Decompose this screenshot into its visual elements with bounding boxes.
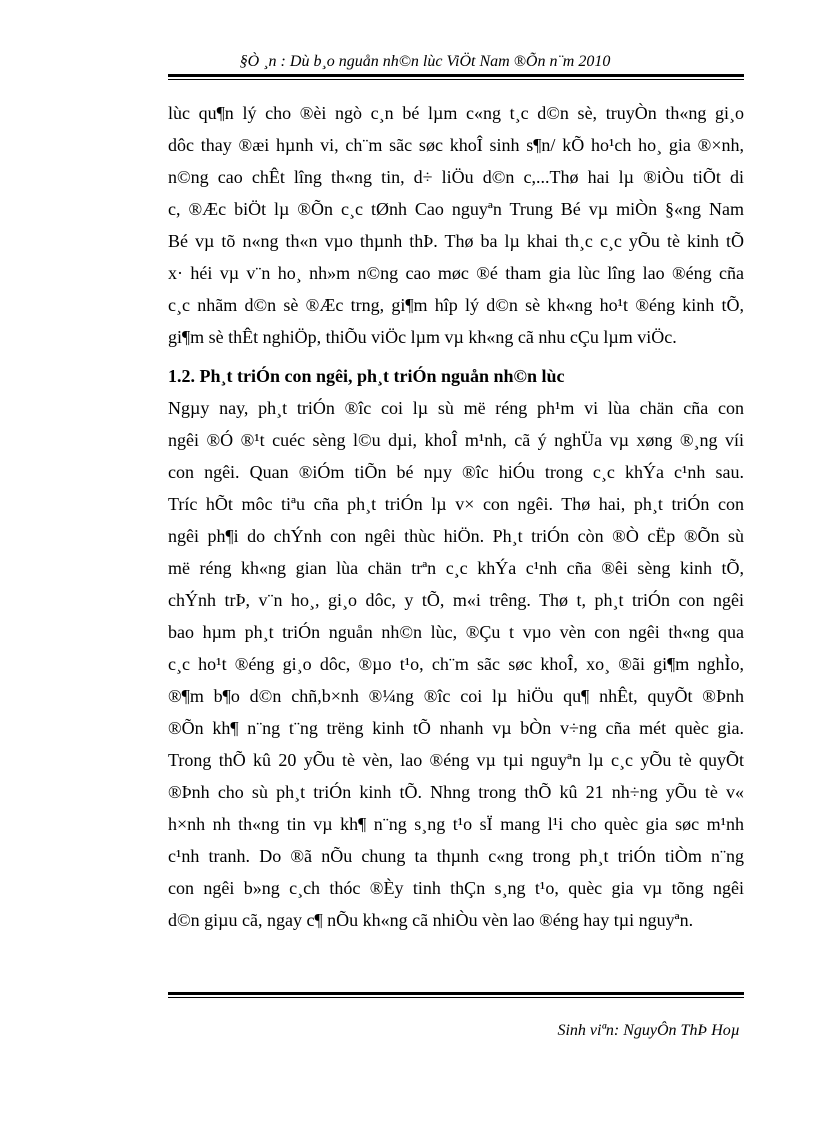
- page-footer-author: Sinh viªn: NguyÔn ThÞ Hoµ: [557, 1022, 740, 1039]
- paragraph-line: dôc thay ®æi hµnh vi, ch¨m sãc søc khoÎ sinh s¶n/ kÕ ho¹ch ho¸ gia ®×nh,: [168, 135, 744, 155]
- paragraph-line: c, ®Æc biÖt lµ ®Õn c¸c tØnh Cao nguyªn Trung Bé vµ miÒn §«ng Nam: [168, 199, 744, 219]
- paragraph-line: con ngêi. Quan ®iÓm tiÕn bé nµy ®îc hiÓu trong c¸c khÝa c¹nh sau.: [168, 462, 744, 482]
- paragraph-line: h×nh nh th«ng tin vµ kh¶ n¨ng s¸ng t¹o sÏ mang l¹i cho quèc gia søc m¹nh: [168, 814, 744, 834]
- paragraph-line: ®Þnh cho sù ph¸t triÓn kinh tÕ. Nhng trong thÕ kû 21 nh÷ng yÕu tè v«: [168, 782, 744, 802]
- paragraph-line: Ngµy nay, ph¸t triÓn ®îc coi lµ sù më réng ph¹m vi lùa chän cña con: [168, 398, 744, 418]
- footer-rule-thin: [168, 997, 744, 998]
- paragraph-line: më réng kh«ng gian lùa chän trªn c¸c khÝa c¹nh cña ®êi sèng kinh tÕ,: [168, 558, 744, 578]
- paragraph-line: x· héi vµ v¨n ho¸ nh»m n©ng cao møc ®é tham gia lùc lîng lao ®éng cña: [168, 263, 744, 283]
- paragraph-1: [168, 97, 744, 353]
- header-rule-thin: [168, 79, 744, 80]
- paragraph-line: lùc qu¶n lý cho ®èi ngò c¸n bé lµm c«ng t¸c d©n sè, truyÒn th«ng gi¸o: [168, 103, 744, 123]
- page-header-title: §Ò ¸n : Dù b¸o nguån nh©n lùc ViÖt Nam ®Õn n¨m 2010: [239, 53, 611, 70]
- paragraph-line: c¸c nhãm d©n sè ®Æc trng, gi¶m hîp lý d©n sè kh«ng ho¹t ®éng kinh tÕ,: [168, 295, 744, 315]
- paragraph-line: Trong thÕ kû 20 yÕu tè vèn, lao ®éng vµ tµi nguyªn lµ c¸c yÕu tè quyÕt: [168, 750, 744, 770]
- paragraph-line: con ngêi b»ng c¸ch thóc ®Èy tinh thÇn s¸ng t¹o, quèc gia vµ tõng ngêi: [168, 878, 744, 898]
- footer-rule-thick: [168, 992, 744, 995]
- paragraph-line: Tríc hÕt môc tiªu cña ph¸t triÓn lµ v× con ngêi. Thø hai, ph¸t triÓn con: [168, 494, 744, 514]
- paragraph-line: d©n giµu cã, ngay c¶ nÕu kh«ng cã nhiÒu vèn lao ®éng hay tµi nguyªn.: [168, 910, 694, 930]
- paragraph-line: ®Õn kh¶ n¨ng t¨ng trëng kinh tÕ nhanh vµ bÒn v÷ng cña mét quèc gia.: [168, 718, 744, 738]
- paragraph-line: chÝnh trÞ, v¨n ho¸, gi¸o dôc, y tÕ, m«i trêng. Thø t, ph¸t triÓn con ngêi: [168, 590, 744, 610]
- paragraph-line: ®¶m b¶o d©n chñ,b×nh ®¼ng ®îc coi lµ hiÖu qu¶ nhÊt, quyÕt ®Þnh: [168, 686, 744, 706]
- paragraph-line: c¸c ho¹t ®éng gi¸o dôc, ®µo t¹o, ch¨m sãc søc khoÎ, xo¸ ®ãi gi¶m nghÌo,: [168, 654, 744, 674]
- section-heading: 1.2. Ph¸t triÓn con ngêi, ph¸t triÓn nguån nh©n lùc: [168, 366, 565, 386]
- paragraph-line: ngêi ®Ó ®¹t cuéc sèng l©u dµi, khoÎ m¹nh, cã ý nghÜa vµ xøng ®¸ng víi: [168, 430, 744, 450]
- paragraph-line: gi¶m sè thÊt nghiÖp, thiÕu viÖc lµm vµ kh«ng cã nhu cÇu lµm viÖc.: [168, 327, 677, 347]
- paragraph-line: c¹nh tranh. Do ®ã nÕu chung ta thµnh c«ng trong ph¸t triÓn tiÒm n¨ng: [168, 846, 744, 866]
- paragraph-line: n©ng cao chÊt lîng th«ng tin, d÷ liÖu d©n c,...Thø hai lµ ®iÒu tiÕt di: [168, 167, 744, 187]
- paragraph-line: ngêi ph¶i do chÝnh con ngêi thùc hiÖn. Ph¸t triÓn còn ®Ò cËp ®Õn sù: [168, 526, 744, 546]
- paragraph-line: bao hµm ph¸t triÓn nguån nh©n lùc, ®Çu t vµo vèn con ngêi th«ng qua: [168, 622, 744, 642]
- paragraph-line: Bé vµ tõ n«ng th«n vµo thµnh thÞ. Thø ba lµ khai th¸c c¸c yÕu tè kinh tÕ: [168, 231, 744, 251]
- header-rule-thick: [168, 74, 744, 77]
- paragraph-2: [168, 392, 744, 936]
